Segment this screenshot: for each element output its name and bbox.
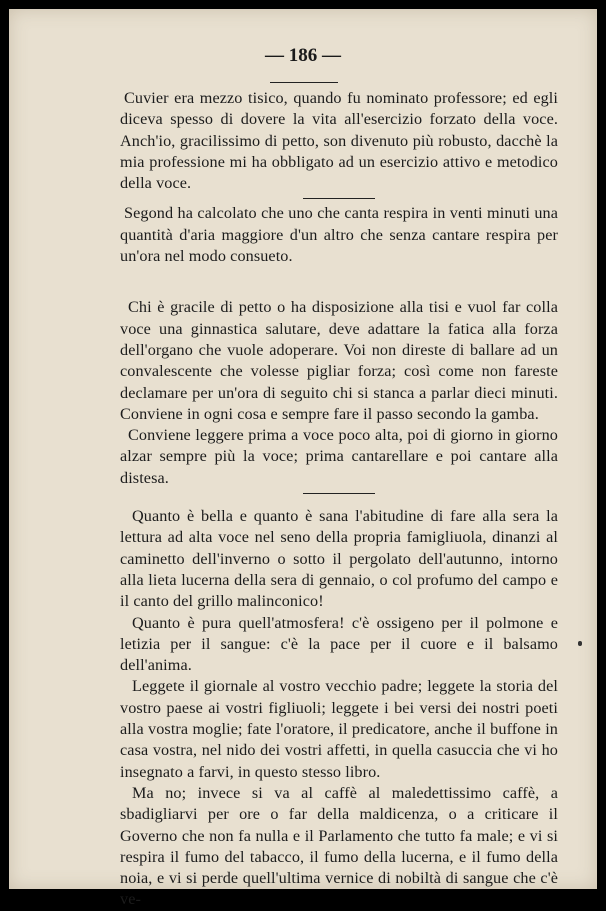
ink-spot: [578, 641, 582, 646]
paragraph-lettura-serale: Quanto è bella e quanto è sana l'abitudine di fare alla sera la lettura ad alta voce nel seno della propria famigliuola, dinanzi al caminetto dell'inverno o sotto il pergolato dell'autunno, intorno alla lieta lucerna della sera di gennaio, o col profumo del campo e il canto del grillo malinconico!: [120, 507, 558, 611]
section-gap: [120, 267, 558, 297]
paragraph-leggere: Conviene leggere prima a voce poco alta, poi di giorno in giorno alzar sempre più la voce; prima cantarellare e poi cantare alla distesa.: [120, 426, 558, 487]
section-divider: [303, 198, 375, 199]
paragraph-caffe: Ma no; invece si va al caffè al maledettissimo caffè, a sbadigliarvi per ore o far della maldicenza, o a criticare il Governo che non fa nulla e il Parlamento che tutto fa male; e vi si respira il fumo del tabacco, il fumo della lucerna, e il fumo della noia, e vi si perde quell'ultima vernice di nobiltà di sangue che c'è ve-: [120, 783, 558, 909]
page-number: — 186 —: [265, 45, 341, 66]
paragraph-leggete: Leggete il giornale al vostro vecchio padre; leggete la storia del vostro paese ai vostri figliuoli; leggete i bei versi dei nostri poeti alla vostra moglie; fate l'oratore, il predicatore, anche il buffone in casa vostra, nel nido dei vostri affetti, in quella casuccia che vi ho insegnato a farvi, in questo stesso libro.: [120, 677, 558, 781]
section-divider: [303, 493, 375, 494]
body-text: [120, 88, 558, 911]
paragraph-segond: Segond ha calcolato che uno che canta respira in venti minuti una quantità d'aria maggiore d'un altro che senza cantare respira per un'ora nel modo consueto.: [120, 204, 558, 266]
paragraph-cuvier: Cuvier era mezzo tisico, quando fu nominato professore; ed egli diceva spesso di dovere la vita all'esercizio forzato della voce. Anch'io, gracilissimo di petto, son divenuto più robusto, dacchè la mia professione mi ha obbligato ad un esercizio attivo e metodico della voce.: [120, 89, 558, 193]
paragraph-gracile: Chi è gracile di petto o ha disposizione alla tisi e vuol far colla voce una ginnastica salutare, deve adattare la fatica alla forza dell'organo che vuole adoperare. Voi non direste di ballare ad un convalescente che volesse pigliar forza; così come non fareste declamare per un'ora di seguito chi si stanca a parlar dieci minuti. Conviene in ogni cosa e sempre fare il passo secondo la gamba.: [120, 298, 558, 423]
section-gap: [120, 498, 558, 506]
paragraph-atmosfera: Quanto è pura quell'atmosfera! c'è ossigeno per il polmone e letizia per il sangue: c'è la pace per il cuore e il balsamo dell'anima.: [120, 613, 558, 675]
header-rule: [270, 82, 338, 83]
